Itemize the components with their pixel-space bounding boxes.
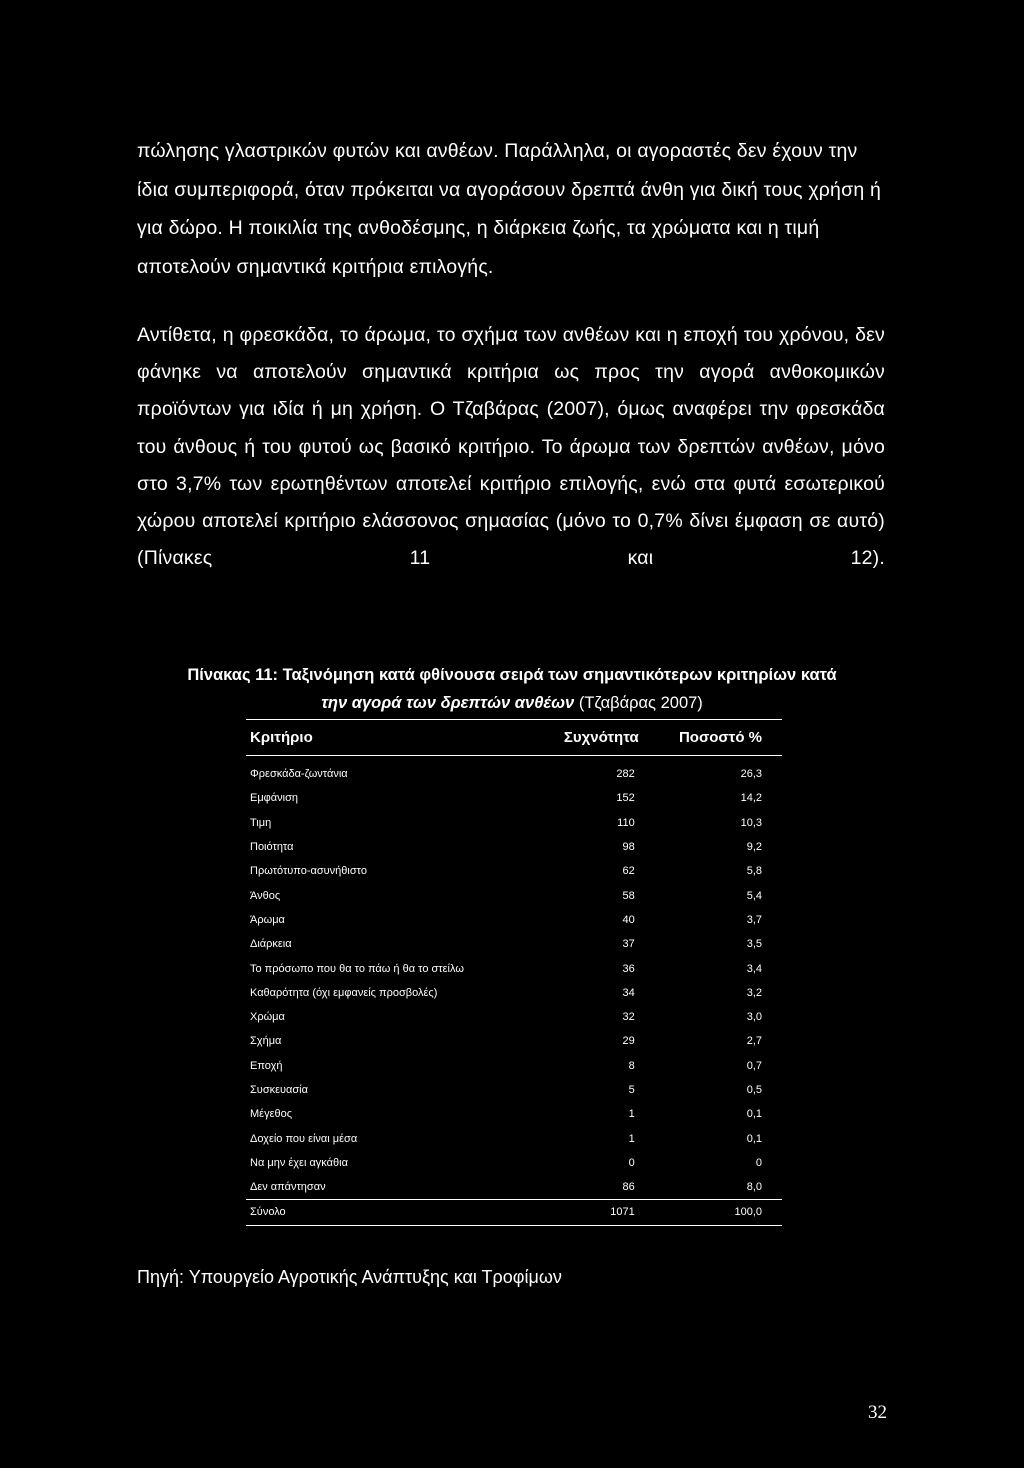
cell-frequency: 1	[628, 1132, 635, 1145]
cell-percentage: 3,2	[746, 986, 762, 999]
cell-criterion: Σύνολο	[246, 1200, 551, 1225]
table-body	[246, 756, 782, 1226]
table-row	[246, 908, 782, 932]
table-row	[246, 1175, 782, 1200]
table-row	[246, 1054, 782, 1078]
cell-criterion: Άνθος	[250, 889, 281, 902]
cell-frequency: 0	[628, 1156, 635, 1169]
table-header-row	[246, 720, 782, 756]
cell-frequency: 62	[622, 865, 635, 878]
cell-criterion: Χρώμα	[250, 1011, 285, 1024]
table-row	[246, 1005, 782, 1029]
cell-percentage: 10,3	[740, 816, 762, 829]
cell-criterion: Σχήμα	[250, 1035, 282, 1048]
cell-criterion: Τιμη	[250, 816, 272, 829]
cell-criterion: Φρεσκάδα-ζωντάνια	[250, 768, 348, 781]
cell-percentage: 0	[755, 1156, 762, 1169]
cell-percentage: 5,8	[746, 865, 762, 878]
cell-criterion: Δοχείο που είναι μέσα	[250, 1132, 358, 1145]
table-row	[246, 1029, 782, 1053]
cell-frequency: 282	[616, 768, 635, 781]
cell-percentage: 26,3	[740, 768, 762, 781]
cell-percentage: 0,7	[746, 1059, 762, 1072]
cell-frequency: 36	[622, 962, 635, 975]
table-row	[246, 1126, 782, 1150]
cell-percentage: 0,5	[746, 1084, 762, 1096]
cell-criterion: Άρωμα	[250, 913, 285, 926]
cell-criterion: Να μην έχει αγκάθια	[250, 1156, 348, 1169]
table-row	[246, 883, 782, 907]
header-frequency: Συχνότητα	[551, 720, 639, 756]
table-row	[246, 859, 782, 883]
cell-frequency: 1	[628, 1108, 635, 1121]
cell-frequency: 5	[628, 1084, 635, 1096]
body-paragraph-2: Αντίθετα, η φρεσκάδα, το άρωμα, το σχήμα των ανθέων και η εποχή του χρόνου, δεν φάνηκε να αποτελούν σημαντικά κριτήρια ως προς την αγορά ανθοκομικών προϊόντων για ιδία ή μη χρήση. Ο Τζαβάρας (2007), όμως αναφέρει την φρεσκάδα του άνθους ή του φυτού ως βασικό κριτήριο. Το άρωμα των δρεπτών ανθέων, μόνο στο 3,7% των ερωτηθέντων αποτελεί κριτήριο επιλογής, ενώ στα φυτά εσωτερικού χώρου αποτελεί κριτήριο ελάσσονος σημασίας (μόνο το 0,7% δίνει έμφαση σε αυτό) (Πίνακες 11 και 12).	[137, 324, 885, 570]
cell-frequency: 1071	[551, 1200, 639, 1225]
cell-percentage: 5,4	[746, 889, 762, 902]
table-row	[246, 932, 782, 956]
cell-frequency: 40	[622, 913, 635, 926]
cell-frequency: 8	[628, 1059, 635, 1072]
cell-frequency: 58	[622, 889, 635, 902]
cell-criterion: Καθαρότητα (όχι εμφανείς προσβολές)	[250, 986, 438, 999]
cell-percentage: 3,0	[746, 1011, 762, 1024]
cell-percentage: 14,2	[740, 792, 762, 805]
cell-percentage: 0,1	[746, 1132, 762, 1145]
cell-criterion: Πρωτότυπο-ασυνήθιστο	[250, 865, 367, 878]
table-row	[246, 956, 782, 980]
table-row	[246, 756, 782, 787]
source-note: Πηγή: Υπουργείο Αγροτικής Ανάπτυξης και Τροφίμων	[137, 1267, 562, 1287]
table-row	[246, 811, 782, 835]
table-caption-line-2	[140, 688, 884, 718]
cell-percentage: 0,1	[746, 1108, 762, 1121]
table-caption-lead: Πίνακας 11: Ταξινόμηση κατά φθίνουσα σειρά των σημαντικότερων κριτηρίων κατά	[187, 666, 837, 684]
table-total-row	[246, 1200, 782, 1225]
cell-criterion: Διάρκεια	[250, 938, 292, 951]
table-row	[246, 1151, 782, 1175]
cell-frequency: 34	[622, 986, 635, 999]
table-caption-line-1	[140, 660, 884, 690]
cell-frequency: 37	[622, 938, 635, 951]
cell-criterion: Συσκευασία	[250, 1084, 308, 1096]
cell-frequency: 29	[622, 1035, 635, 1048]
cell-percentage: 2,7	[746, 1035, 762, 1048]
table-row	[246, 1078, 782, 1102]
cell-criterion: Ποιότητα	[250, 841, 294, 854]
table-caption-tail: (Τζαβάρας 2007)	[574, 694, 703, 712]
header-criterion: Κριτήριο	[246, 720, 551, 756]
table-caption-italic: την αγορά των δρεπτών ανθέων	[321, 694, 575, 712]
cell-frequency: 152	[616, 792, 635, 805]
cell-percentage: 3,4	[746, 962, 762, 975]
table-row	[246, 981, 782, 1005]
cell-criterion: Δεν απάντησαν	[250, 1181, 326, 1194]
cell-criterion: Εποχή	[250, 1059, 283, 1072]
criteria-table	[246, 719, 782, 1226]
cell-percentage: 100,0	[639, 1200, 782, 1225]
cell-percentage: 3,7	[746, 913, 762, 926]
cell-percentage: 8,0	[746, 1181, 762, 1194]
cell-frequency: 98	[622, 841, 635, 854]
table-row	[246, 786, 782, 810]
header-percentage: Ποσοστό %	[639, 720, 782, 756]
cell-percentage: 9,2	[746, 841, 762, 854]
cell-criterion: Εμφάνιση	[250, 792, 299, 805]
body-paragraph-1: πώλησης γλαστρικών φυτών και ανθέων. Παράλληλα, οι αγοραστές δεν έχουν την ίδια συμπεριφορά, όταν πρόκειται να αγοράσουν δρεπτά άνθη για δική τους χρήση ή για δώρο. Η ποικιλία της ανθοδέσμης, η διάρκεια ζωής, τα χρώματα και η τιμή αποτελούν σημαντικά κριτήρια επιλογής.	[137, 140, 882, 278]
table-row	[246, 1102, 782, 1126]
cell-percentage: 3,5	[746, 938, 762, 951]
cell-frequency: 110	[617, 816, 635, 829]
cell-frequency: 32	[622, 1011, 635, 1024]
page-number: 32	[868, 1402, 887, 1423]
cell-criterion: Το πρόσωπο που θα το πάω ή θα το στείλω	[250, 962, 464, 975]
cell-frequency: 86	[622, 1181, 635, 1194]
cell-criterion: Μέγεθος	[250, 1108, 293, 1121]
table-row	[246, 835, 782, 859]
